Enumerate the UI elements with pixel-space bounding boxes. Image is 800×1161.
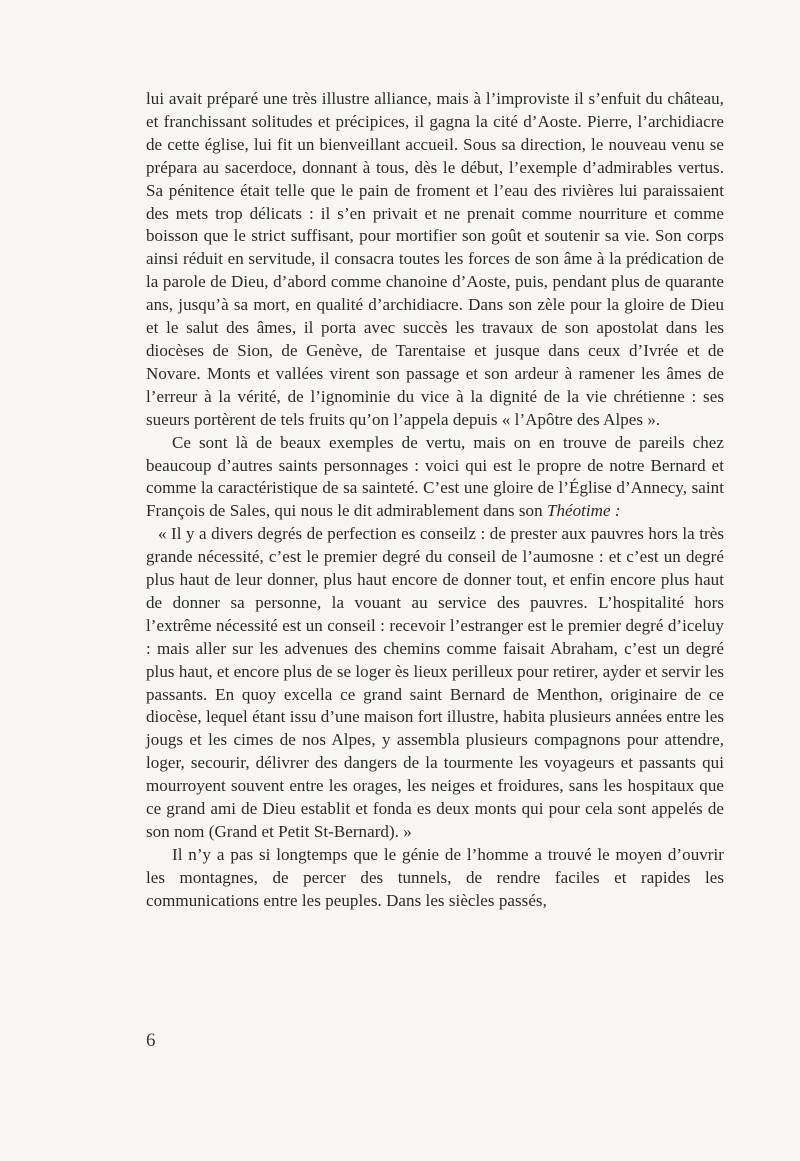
paragraph-2 — [146, 432, 724, 524]
quotation-paragraph: « Il y a divers degrés de perfection es conseilz : de prester aux pauvres hors la très grande nécessité, c’est le premier degré du conseil de l’aumosne : et c’est un degré plus haut de leur donner, plus haut encore de donner tout, et enfin encore plus haut de donner sa personne, la vouant au service des pauvres. L’hospitalité hors l’extrême nécessité est un conseil : recevoir l’estranger est le premier degré d’iceluy : mais aller sur les advenues des chemins comme faisait Abraham, c’est un degré plus haut, et encore plus de se loger ès lieux perilleux pour retirer, ayder et servir les passants. En quoy excella ce grand saint Bernard de Menthon, originaire de ce diocèse, lequel étant issu d’une maison fort illustre, habita plusieurs années entre les jougs et les cimes de nos Alpes, y assembla plusieurs compagnons pour attendre, loger, secourir, délivrer des dangers de la tourmente les voyageurs et passants qui mourroyent souvent entre les orages, les neiges et froidures, sans les hospitaux que ce grand ami de Dieu establit et fonda es deux monts qui pour cela sont appelés de son nom (Grand et Petit St-Bernard). » — [146, 524, 724, 841]
paragraph-2-text: Ce sont là de beaux exemples de vertu, mais on en trouve de pareils chez beaucoup d’autres saints personnages : voici qui est le propre de notre Bernard et comme la caractéristique de sa sainteté. C’est une gloire de l’Église d’Annecy, saint François de Sales, qui nous le dit admirablement dans son — [146, 432, 724, 521]
page-number: 6 — [146, 1030, 156, 1051]
body-text — [146, 88, 724, 913]
book-title: Théotime : — [546, 501, 621, 521]
paragraph-1: lui avait préparé une très illustre alliance, mais à l’improviste il s’enfuit du château, et franchissant solitudes et précipices, il gagna la cité d’Aoste. Pierre, l’archidiacre de cette église, lui fit un bienveillant accueil. Sous sa direction, le nouveau venu se prépara au sacerdoce, donnant à tous, dès le début, l’exemple d’admirables vertus. Sa pénitence était telle que le pain de froment et l’eau des rivières lui paraissaient des mets trop délicats : il s’en privait et ne prenait comme nourriture et comme boisson que le strict suffisant, pour mortifier son goût et soutenir sa vie. Son corps ainsi réduit en servitude, il consacra toutes les forces de son âme à la prédication de la parole de Dieu, d’abord comme chanoine d’Aoste, puis, pendant plus de quarante ans, jusqu’à sa mort, en qualité d’archidiacre. Dans son zèle pour la gloire de Dieu et le salut des âmes, il porta avec succès les travaux de son apostolat dans les diocèses de Sion, de Genève, de Tarentaise et jusque dans ceux d’Ivrée et de Novare. Monts et vallées virent son passage et son ardeur à ramener les âmes de l’erreur à la vérité, de l’ignominie du vice à la dignité de la vie chrétienne : ses sueurs portèrent de tels fruits qu’on l’appela depuis « l’Apôtre des Alpes ». — [146, 89, 724, 429]
paragraph-4: Il n’y a pas si longtemps que le génie de l’homme a trouvé le moyen d’ouvrir les montagnes, de percer des tunnels, de rendre faciles et rapides les communications entre les peuples. Dans les siècles passés, — [146, 844, 724, 910]
